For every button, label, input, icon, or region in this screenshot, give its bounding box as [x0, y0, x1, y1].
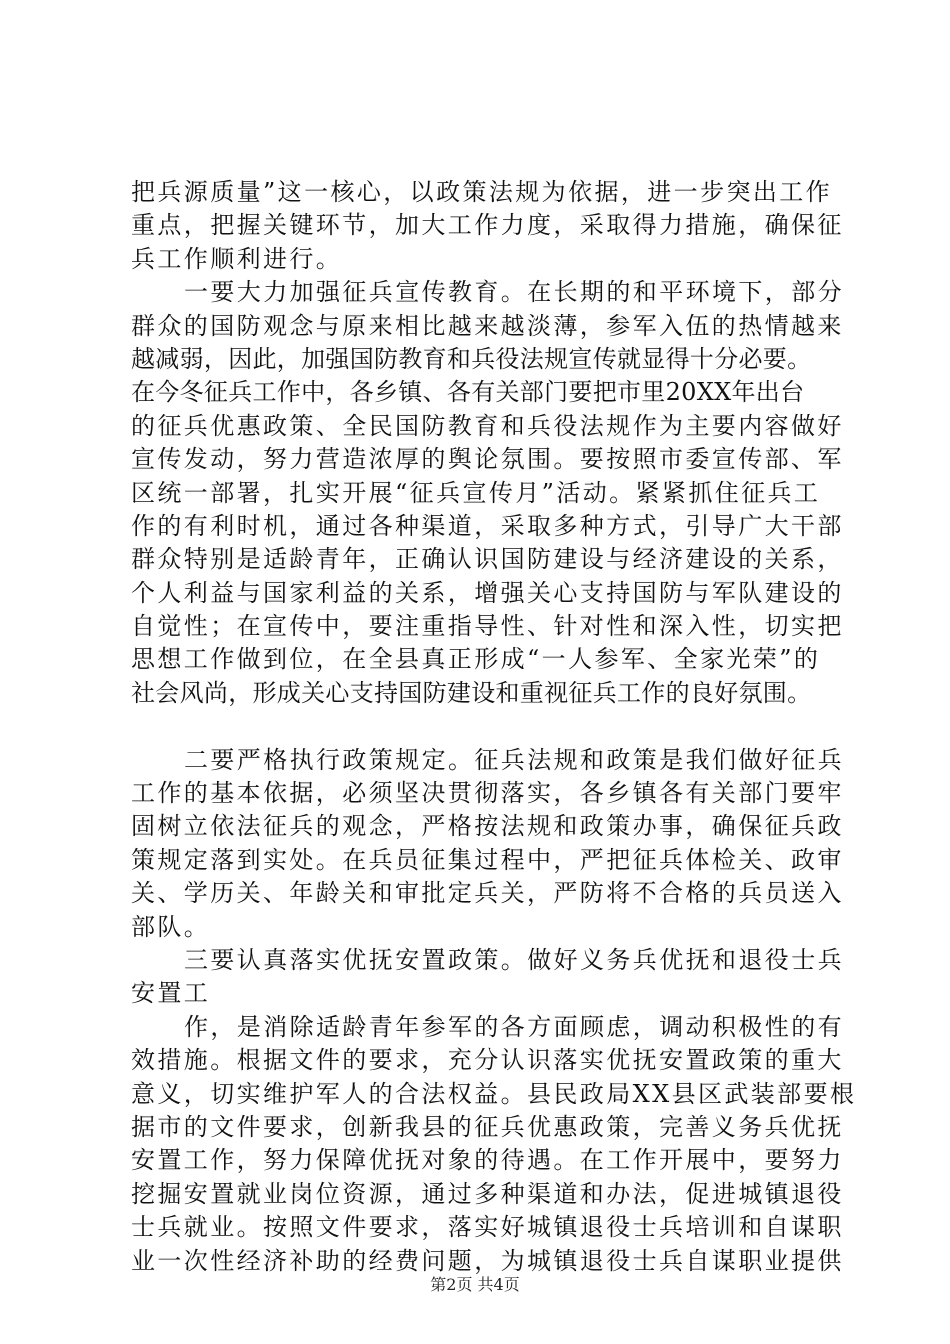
- text-line: 自觉性；在宣传中，要注重指导性、针对性和深入性，切实把: [131, 612, 844, 641]
- paragraph-start-line: 三要认真落实优抚安置政策。做好义务兵优抚和退役士兵: [184, 945, 844, 974]
- text-line: 个人利益与国家利益的关系，增强关心支持国防与军队建设的: [131, 578, 844, 607]
- text-line: 业一次性经济补助的经费问题，为城镇退役士兵自谋职业提供: [131, 1246, 844, 1275]
- text-line: 意义，切实维护军人的合法权益。县民政局XX县区武装部要根: [131, 1079, 857, 1108]
- text-line: 安置工作，努力保障优抚对象的待遇。在工作开展中，要努力: [131, 1146, 844, 1175]
- text-line: 在今冬征兵工作中，各乡镇、各有关部门要把市里20XX年出台: [131, 378, 805, 407]
- text-line: 群众特别是适龄青年，正确认识国防建设与经济建设的关系，: [131, 545, 844, 574]
- paragraph-start-line: 二要严格执行政策规定。征兵法规和政策是我们做好征兵: [184, 745, 844, 774]
- paragraph-start-line: 一要大力加强征兵宣传教育。在长期的和平环境下，部分: [184, 278, 844, 307]
- text-line: 重点，把握关键环节，加大工作力度，采取得力措施，确保征: [131, 211, 844, 240]
- text-line: 策规定落到实处。在兵员征集过程中，严把征兵体检关、政审: [131, 845, 844, 874]
- text-line: 区统一部署，扎实开展“征兵宣传月”活动。紧紧抓住征兵工: [131, 478, 821, 507]
- text-line: 越减弱，因此，加强国防教育和兵役法规宣传就显得十分必要。: [131, 344, 812, 373]
- text-line: 士兵就业。按照文件要求，落实好城镇退役士兵培训和自谋职: [131, 1213, 844, 1242]
- paragraph-gap: [131, 710, 851, 743]
- text-line: 兵工作顺利进行。: [131, 244, 343, 273]
- text-line: 把兵源质量”这一核心，以政策法规为依据，进一步突出工作: [131, 178, 833, 206]
- text-line: 固树立依法征兵的观念，严格按法规和政策办事，确保征兵政: [131, 812, 844, 841]
- text-line: 效措施。根据文件的要求，充分认识落实优抚安置政策的重大: [131, 1046, 844, 1075]
- text-line: 宣传发动，努力营造浓厚的舆论氛围。要按照市委宣传部、军: [131, 445, 844, 474]
- text-line: 群众的国防观念与原来相比越来越淡薄，参军入伍的热情越来: [131, 311, 844, 340]
- text-line: 挖掘安置就业岗位资源，通过多种渠道和办法，促进城镇退役: [131, 1179, 844, 1208]
- text-line: 作的有利时机，通过各种渠道，采取多种方式，引导广大干部: [131, 511, 844, 540]
- paragraph-start-line: 作，是消除适龄青年参军的各方面顾虑，调动积极性的有: [184, 1012, 844, 1041]
- text-line: 思想工作做到位，在全县真正形成“一人参军、全家光荣”的: [131, 645, 821, 674]
- text-line: 的征兵优惠政策、全民国防教育和兵役法规作为主要内容做好: [131, 411, 844, 440]
- text-line: 工作的基本依据，必须坚决贯彻落实，各乡镇各有关部门要牢: [131, 779, 844, 808]
- document-body: [131, 176, 857, 1278]
- text-line: 安置工: [131, 979, 211, 1008]
- text-line: 据市的文件要求，创新我县的征兵优惠政策，完善义务兵优抚: [131, 1112, 844, 1141]
- page-number-footer: 第2页 共4页: [430, 1275, 520, 1294]
- text-line: 部队。: [131, 912, 211, 941]
- text-line: 关、学历关、年龄关和审批定兵关，严防将不合格的兵员送入: [131, 879, 844, 908]
- text-line: 社会风尚，形成关心支持国防建设和重视征兵工作的良好氛围。: [131, 678, 812, 707]
